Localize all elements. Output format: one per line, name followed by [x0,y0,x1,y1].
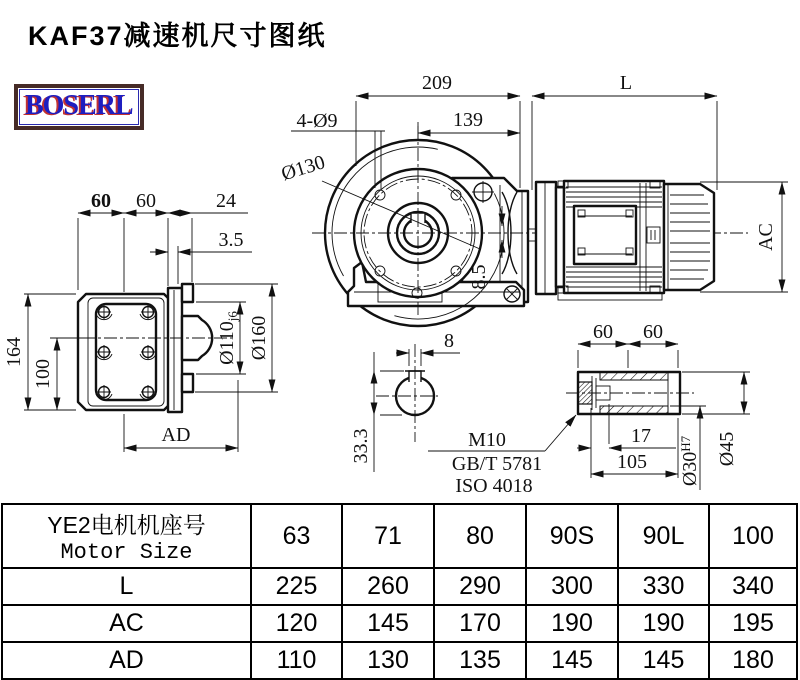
bolt-note [428,415,576,497]
dim-60a-label: 60 [91,190,111,212]
dim-60b-label: 60 [136,190,156,212]
value-cell: 190 [618,605,709,642]
value-cell: 260 [342,568,434,605]
table-row-AD [2,642,797,679]
value-cell: 180 [709,642,797,679]
dim-8-5-label: 8.5 [468,264,490,290]
dim-100-label: 100 [32,359,54,389]
row-label-AD: AD [2,642,251,679]
table-header-row [2,504,797,568]
dim-4xO9-label: 4-Ø9 [296,110,338,132]
value-cell: 190 [526,605,618,642]
dim-AD-label: AD [161,424,191,446]
size-71: 71 [342,504,434,568]
value-cell: 300 [526,568,618,605]
note-m10: M10 [468,429,506,451]
value-cell: 130 [342,642,434,679]
size-80: 80 [434,504,526,568]
left-side-view [3,190,278,452]
hollow-shaft-view [428,321,750,497]
motor-end-bell [664,184,714,290]
value-cell: 120 [251,605,342,642]
size-63: 63 [251,504,342,568]
value-cell: 330 [618,568,709,605]
dim-209-label: 209 [422,72,452,94]
dim-d130-label: Ø130 [278,151,328,186]
dim-164-label: 164 [3,337,25,367]
row-label-L: L [2,568,251,605]
header-motor-size [2,504,251,568]
dim-33-3-label: 33.3 [350,428,372,464]
value-cell: 145 [342,605,434,642]
dim-d110j6-label: $Ø110_{j6}$ [216,311,240,365]
motor-size-table [1,503,798,680]
size-100: 100 [709,504,797,568]
dim-L-label: L [619,72,633,94]
dim-3-5-label: 3.5 [218,229,244,251]
dim-24-label: 24 [216,190,236,212]
size-90S: 90S [526,504,618,568]
value-cell: 340 [709,568,797,605]
table-row-L [2,568,797,605]
value-cell: 145 [526,642,618,679]
header-motor-size-en: Motor Size [60,540,193,565]
dim-d30H7-label: $Ø30^{H7}$ [678,435,701,487]
dim-60d-label: 60 [643,321,663,343]
note-iso4018: ISO 4018 [455,475,533,497]
value-cell: 145 [618,642,709,679]
value-cell: 135 [434,642,526,679]
table-row-AC [2,605,797,642]
dim-60c-label: 60 [593,321,613,343]
row-label-AC: AC [2,605,251,642]
value-cell: 110 [251,642,342,679]
value-cell: 225 [251,568,342,605]
dim-139-label: 139 [453,109,483,131]
value-cell: 290 [434,568,526,605]
logo-text: BOSERL [25,90,133,121]
header-motor-size-cn: YE2电机机座号 [47,512,206,538]
dim-8-label: 8 [444,330,454,352]
page-title: KAF37减速机尺寸图纸 [28,21,327,51]
dim-AC-label: AC [755,223,777,251]
value-cell: 170 [434,605,526,642]
dim-d45-label: Ø45 [716,431,738,467]
size-90L: 90L [618,504,709,568]
note-gbt5781: GB/T 5781 [451,453,543,475]
value-cell: 195 [709,605,797,642]
dim-17-label: 17 [631,425,651,447]
dim-105-label: 105 [617,451,647,473]
dim-d160-label: Ø160 [248,315,270,361]
